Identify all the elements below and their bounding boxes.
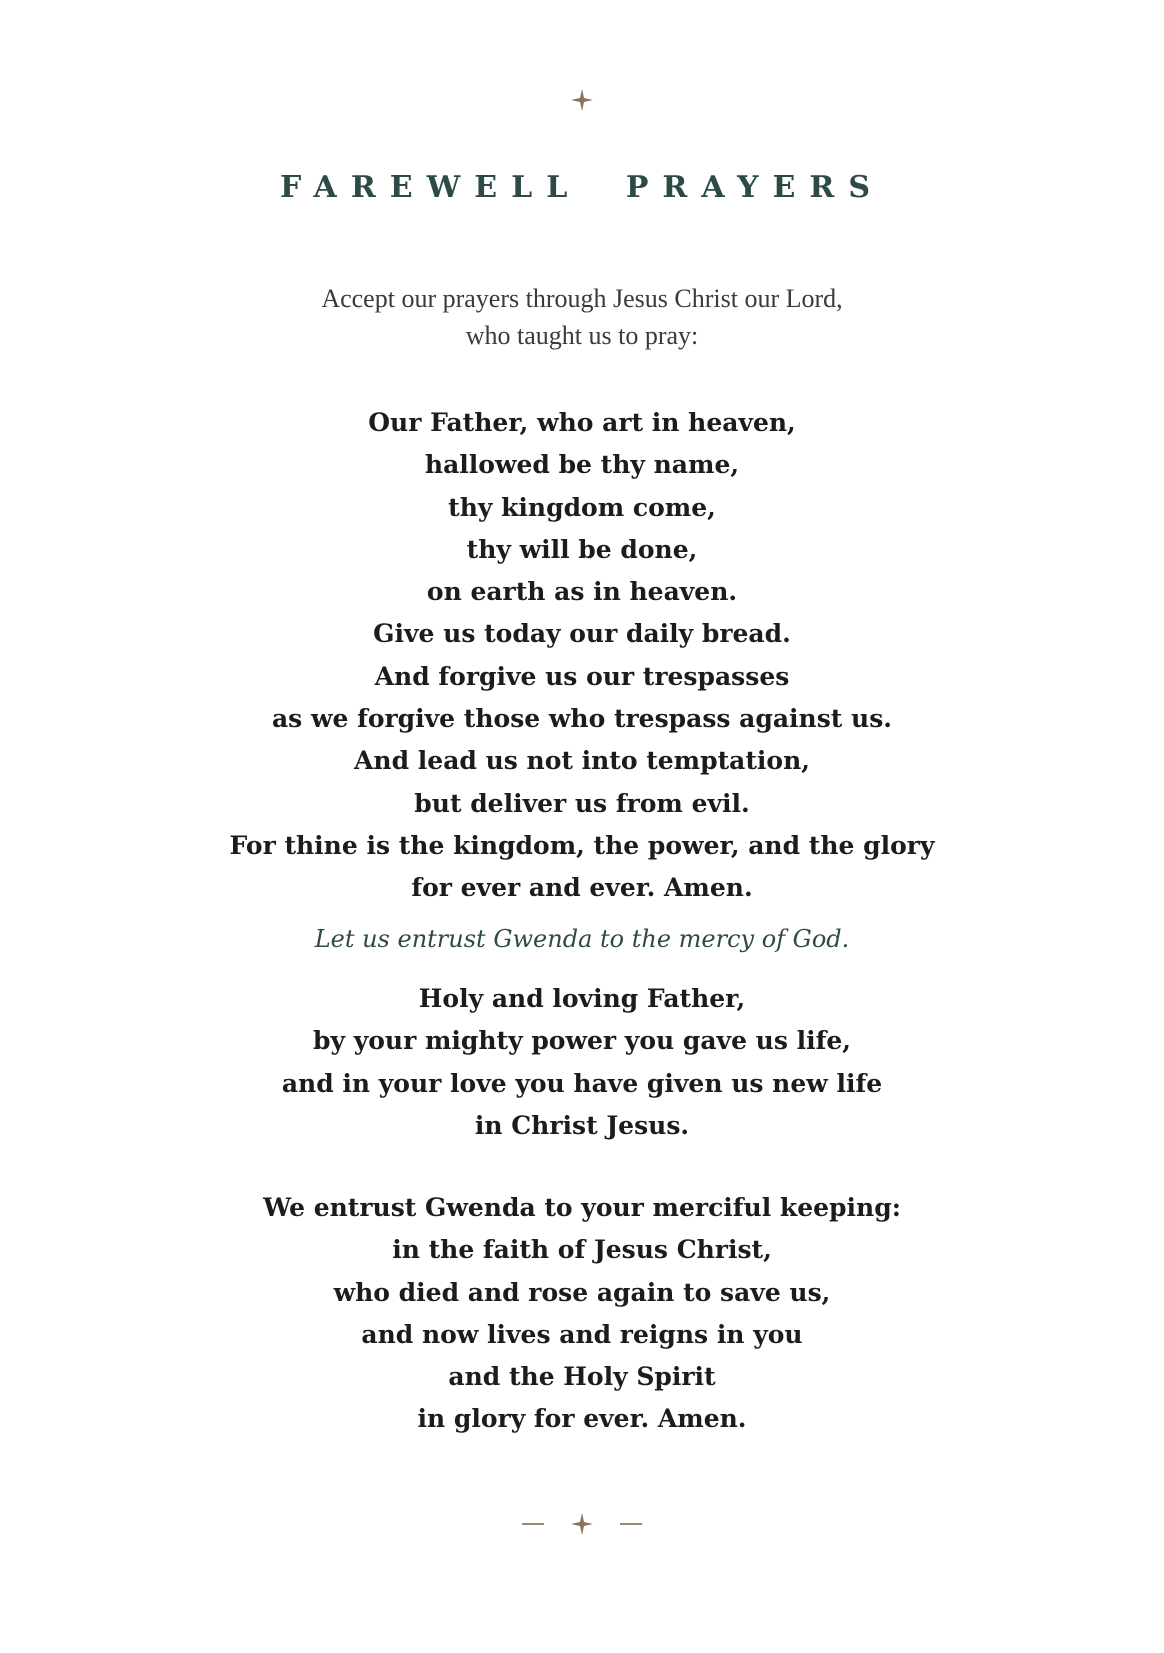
prayer-line: thy will be done, <box>466 534 698 564</box>
prayer-line: And forgive us our trespasses <box>374 661 790 691</box>
four-point-star-icon <box>570 1512 594 1536</box>
ornament-dash <box>522 1523 544 1525</box>
prayer-line: Our Father, who art in heaven, <box>368 408 796 437</box>
prayer-line: hallowed be thy name, <box>424 450 740 480</box>
commendation-line: Holy and loving Father, <box>418 984 746 1013</box>
intro-text <box>0 280 1164 354</box>
commendation-line: and the Holy Spirit <box>448 1362 716 1392</box>
page-title <box>0 170 1164 205</box>
lords-prayer <box>0 402 1164 910</box>
commendation-line: in Christ Jesus. <box>474 1110 690 1140</box>
prayer-line: thy kingdom come, <box>448 492 716 522</box>
commendation-line: who died and rose again to save us, <box>333 1277 831 1307</box>
commendation-line: in glory for ever. Amen. <box>417 1404 747 1434</box>
title-word: PRAYERS <box>625 170 884 205</box>
commendation-part-2 <box>0 1187 1164 1441</box>
bottom-ornament <box>0 1512 1164 1536</box>
prayer-line: for ever and ever. Amen. <box>411 873 753 903</box>
commendation-line: We entrust Gwenda to your merciful keeping: <box>263 1193 901 1222</box>
title-word: FAREWELL <box>280 170 582 205</box>
intro-line: who taught us to pray: <box>465 321 699 350</box>
prayer-line: as we forgive those who trespass against us. <box>271 704 893 734</box>
prayer-line: And lead us not into temptation, <box>354 746 810 776</box>
prayer-line: Give us today our daily bread. <box>373 619 791 649</box>
commendation-line: by your mighty power you gave us life, <box>312 1026 851 1056</box>
four-point-star-icon <box>570 88 594 112</box>
commendation-line: in the faith of Jesus Christ, <box>392 1235 772 1265</box>
prayer-line: on earth as in heaven. <box>426 577 738 607</box>
rubric: Let us entrust Gwenda to the mercy of God. <box>314 925 850 953</box>
commendation-line: and now lives and reigns in you <box>361 1319 803 1349</box>
commendation-part-1 <box>0 978 1164 1147</box>
top-ornament <box>0 88 1164 112</box>
intro-line: Accept our prayers through Jesus Christ our Lord, <box>321 284 843 313</box>
commendation-line: and in your love you have given us new life <box>281 1068 883 1098</box>
prayer-line: but deliver us from evil. <box>414 788 750 818</box>
prayer-line: For thine is the kingdom, the power, and the glory <box>229 830 935 860</box>
ornament-dash <box>620 1523 642 1525</box>
